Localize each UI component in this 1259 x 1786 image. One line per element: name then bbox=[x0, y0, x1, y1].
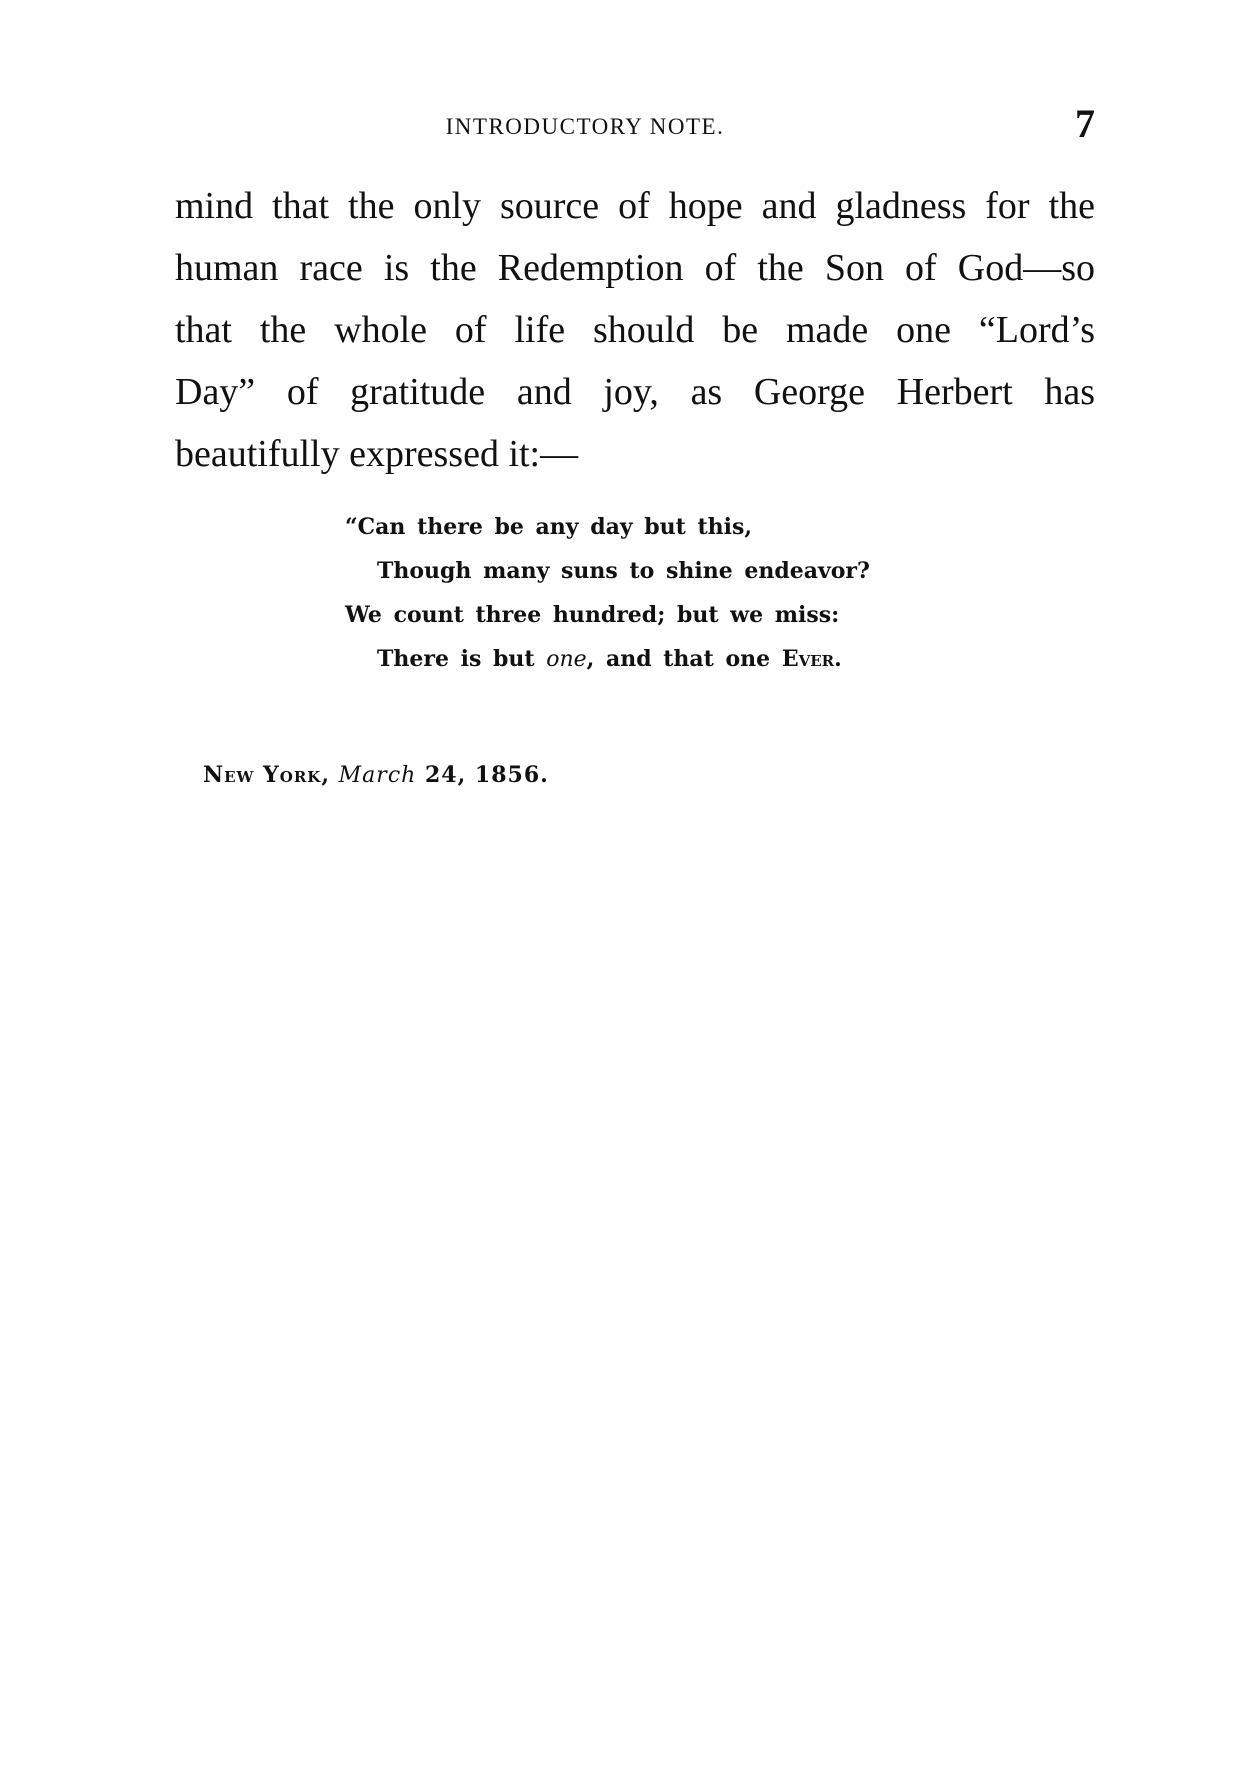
verse-emphasis: one bbox=[546, 647, 587, 672]
verse-line bbox=[345, 637, 945, 681]
verse-small-caps: Ever bbox=[781, 646, 835, 672]
signature-line bbox=[203, 762, 549, 788]
verse-line: Though many suns to shine endeavor? bbox=[377, 558, 870, 584]
body-line: human race is the Redemption of the Son of God—so bbox=[175, 247, 1095, 289]
signature-separator: , bbox=[321, 762, 339, 788]
running-head bbox=[175, 100, 1095, 150]
running-title: INTRODUCTORY NOTE. bbox=[445, 114, 725, 139]
verse-quote bbox=[345, 505, 945, 681]
body-paragraph bbox=[175, 175, 1095, 485]
verse-text: . bbox=[834, 646, 842, 672]
body-line: Day” of gratitude and joy, as George Herbert has bbox=[175, 371, 1095, 413]
signature-place: New York bbox=[203, 762, 322, 788]
body-line: mind that the only source of hope and gladness for the bbox=[175, 185, 1095, 227]
signature-month: March bbox=[338, 763, 417, 788]
page-number: 7 bbox=[1075, 101, 1095, 146]
verse-line: We count three hundred; but we miss: bbox=[345, 602, 840, 628]
verse-text: There is but bbox=[377, 646, 547, 672]
body-line: beautifully expressed it:— bbox=[175, 433, 579, 475]
verse-line: “Can there be any day but this, bbox=[345, 514, 753, 540]
signature-date: 24, 1856. bbox=[416, 762, 549, 788]
verse-text: , and that one bbox=[586, 646, 782, 672]
body-line: that the whole of life should be made one “Lord’s bbox=[175, 309, 1095, 351]
